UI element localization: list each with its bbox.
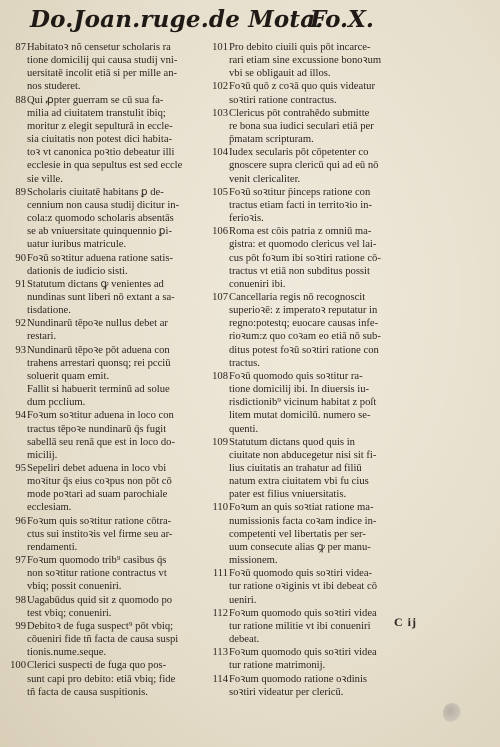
- entry-line: debeat.: [229, 634, 260, 646]
- entry-text: Foꝛū quō z coꝛā quo quis videatur: [229, 81, 375, 93]
- entry-line: competenti vel libertatis per ser-: [229, 528, 366, 540]
- entry-number: 112: [212, 607, 228, 619]
- entry-line: dum pcclium.: [27, 397, 86, 409]
- entry-line: vbi se obligauit ad illos.: [229, 68, 331, 80]
- entry-line: rari etiam sine excussione bonoꝛum: [229, 55, 382, 67]
- entry-line: rioꝛum:z quo coꝛam eo etiā nō sub-: [229, 331, 381, 343]
- entry-first-line: [4, 41, 208, 54]
- entry-line: ecclesiam.: [27, 502, 72, 514]
- entry-line: moritur z elegit sepulturā in eccle-: [27, 120, 173, 132]
- entry-line: restari.: [27, 331, 57, 343]
- entry-text: Foꝛū soꝛtitur p̄inceps ratione con: [229, 186, 371, 198]
- entry-first-line: [206, 80, 418, 93]
- entry-line: soꝛtiri ratione contractus.: [229, 94, 337, 106]
- summary-entry: [206, 107, 418, 146]
- entry-line: mode poꝛtari ad suam parochiale: [27, 489, 168, 501]
- entry-line: sie ville.: [27, 173, 63, 185]
- entry-line: superioꝛē: z imperatoꝛ reputatur in: [229, 305, 378, 317]
- entry-first-line: [206, 567, 418, 580]
- entry-first-line: [4, 659, 208, 672]
- entry-line: tractus tēpoꝛe nundinarū q̄s fugit: [27, 423, 167, 435]
- summary-entry: [206, 673, 418, 699]
- entry-number: 113: [212, 647, 228, 659]
- summary-entry: [4, 344, 208, 383]
- entry-line: vbiq; possit conueniri.: [27, 581, 122, 593]
- entry-text: Foꝛum an quis soꝛtiat ratione ma-: [229, 502, 374, 514]
- entry-first-line: [206, 107, 418, 120]
- entry-line: missionem.: [229, 555, 278, 567]
- entry-line: ferioꝛis.: [229, 213, 264, 225]
- entry-number: 99: [15, 620, 26, 632]
- entry-number: 93: [15, 344, 26, 356]
- entry-line: tractus vt etiā non subditus possit: [229, 265, 370, 277]
- entry-line: quenti.: [229, 423, 259, 435]
- summary-entry: [206, 291, 418, 370]
- entry-line: ciuitate non abducegetur nisi sit fi-: [229, 449, 377, 461]
- entry-line: numissionis facta coꝛam indice in-: [229, 515, 377, 527]
- entry-first-line: [4, 594, 208, 607]
- summary-entry: [206, 80, 418, 106]
- entry-line: test vbiq; conueniri.: [27, 607, 112, 619]
- summary-entry: [206, 41, 418, 80]
- entry-text: Foꝛū quomodo quis soꝛtitur ra-: [229, 370, 363, 382]
- entry-line: tur ratione matrimonij.: [229, 660, 326, 672]
- entry-text: Foꝛum quomodo quis soꝛtiri videa: [229, 607, 377, 619]
- entry-line: sabellā seu renā que est in loco do-: [27, 436, 175, 448]
- entry-line: tione domicilij ibi. In diuersis iu-: [229, 384, 370, 396]
- summary-entry: [206, 646, 418, 672]
- entry-number: 91: [15, 278, 26, 290]
- entry-line: dationis de iudicio sisti.: [27, 265, 128, 277]
- entry-line: sia ciuitatis non potest dici habita-: [27, 134, 173, 146]
- entry-number: 97: [15, 555, 26, 567]
- entry-text: Foꝛum quomodo trib⁹ casibus q̄s: [27, 555, 167, 567]
- summary-entry: [4, 554, 208, 593]
- entry-number: 103: [212, 107, 228, 119]
- entry-number: 92: [15, 318, 26, 330]
- entry-text: Sepeliri debet aduena in loco vbi: [27, 463, 167, 474]
- summary-entry: [206, 186, 418, 225]
- entry-text: Qui ꝓpter guerram se cū sua fa-: [27, 94, 164, 106]
- entry-first-line: [4, 383, 208, 396]
- entry-first-line: [4, 94, 208, 107]
- running-head: Do.Joan.ruge.de Mota.: [30, 6, 324, 33]
- entry-number: 100: [10, 660, 26, 672]
- entry-line: non soꝛtitur ratione contractus vt: [27, 568, 167, 580]
- entry-text: Scholaris ciuitatē habitans ꝑ de-: [27, 186, 164, 198]
- entry-first-line: [4, 620, 208, 633]
- entry-line: gistra: et quomodo clericus vel lai-: [229, 239, 377, 251]
- entry-first-line: [206, 291, 418, 304]
- entry-first-line: [206, 146, 418, 159]
- entry-text: Pro debito ciuili quis pōt incarce-: [229, 42, 371, 53]
- entry-number: 90: [15, 252, 26, 264]
- entry-text: Nundinarū tēpoꝛe nullus debet ar: [27, 318, 168, 330]
- entry-number: 107: [212, 291, 228, 303]
- entry-first-line: [206, 673, 418, 686]
- entry-first-line: [206, 607, 418, 620]
- entry-line: gnoscere supra clericū qui ad eū nō: [229, 160, 379, 172]
- entry-first-line: [206, 646, 418, 659]
- entry-number: 96: [15, 515, 26, 527]
- entry-line: tñ facta de causa suspitionis.: [27, 686, 148, 698]
- entry-line: nundinas sunt liberi nō extant a sa-: [27, 291, 175, 303]
- summary-entry: [4, 594, 208, 620]
- entry-line: venit clericaliter.: [229, 173, 301, 185]
- entry-line: p̄matam scripturam.: [229, 134, 314, 146]
- entry-text: Clericus pōt contrahēdo submitte: [229, 107, 370, 119]
- entry-line: conueniri ibi.: [229, 278, 286, 290]
- summary-entry: [4, 41, 208, 94]
- entry-line: nos studeret.: [27, 81, 81, 93]
- entry-line: risdictionib⁹ vicinum habitat z poſt: [229, 397, 377, 409]
- summary-entry: [4, 515, 208, 554]
- entry-line: cus pōt foꝛum ibi soꝛtiri ratione cō-: [229, 252, 381, 264]
- entry-number: 104: [212, 147, 228, 159]
- entry-number: 114: [212, 673, 228, 685]
- entry-line: micilij.: [27, 449, 58, 461]
- entry-first-line: [206, 41, 418, 54]
- entry-number: 101: [212, 42, 228, 53]
- entry-number: 95: [15, 463, 26, 474]
- entry-line: rendamenti.: [27, 541, 78, 553]
- entry-line: trahens arrestari quonsq; rei pcciū: [27, 357, 171, 369]
- summary-entry: [4, 409, 208, 462]
- entry-line: ditus potest foꝛū soꝛtiri ratione con: [229, 344, 379, 356]
- entry-line: tione domicilij qui causa studij vni-: [27, 55, 178, 67]
- entry-line: ueniri.: [229, 594, 257, 606]
- entry-line: ctus sui institoꝛis vel firme seu ar-: [27, 528, 173, 540]
- entry-first-line: [206, 436, 418, 449]
- summary-entry: [4, 186, 208, 252]
- entry-number: 108: [212, 370, 228, 382]
- entry-line: litem mutat domicilū. numero se-: [229, 410, 371, 422]
- entry-text: Foꝛū soꝛtitur aduena ratione satis-: [27, 252, 173, 264]
- summary-entry: [4, 252, 208, 278]
- entry-line: uatur iuribus matricule.: [27, 239, 127, 251]
- page-header: [0, 6, 500, 40]
- entry-line: tur ratione oꝛiginis vt ibi debeat cō: [229, 581, 378, 593]
- entry-number: 94: [15, 410, 26, 422]
- entry-text: Foꝛum quis soꝛtitur ratione cōtra-: [27, 515, 172, 527]
- entry-text: Uagabūdus quid sit z quomodo po: [27, 594, 173, 606]
- summary-entry: [4, 659, 208, 698]
- entry-line: uersitatē incolit etiā si per mille an-: [27, 68, 178, 80]
- entry-number: 110: [212, 502, 228, 514]
- entry-line: toꝛ vt canonica poꝛtio debeatur illi: [27, 147, 175, 159]
- entry-number: 105: [212, 186, 228, 198]
- ink-blot: [443, 703, 461, 723]
- entry-text: Foꝛum soꝛtitur aduena in loco con: [27, 410, 174, 422]
- entry-line: ecclesie in qua sepultus est sed eccle: [27, 160, 183, 172]
- entry-number: 89: [15, 186, 26, 198]
- entry-line: soluerit quam emit.: [27, 370, 110, 382]
- entry-line: natum extra ciuitatem vbi fu cius: [229, 476, 369, 488]
- summary-entry: [206, 225, 418, 291]
- entry-text: Nundinarū tēpoꝛe pōt aduena con: [27, 344, 170, 356]
- entry-text: Foꝛum quomodo quis soꝛtiri videa: [229, 647, 377, 659]
- entry-number: 111: [212, 568, 228, 580]
- entry-line: re bona sua iudici seculari etiā per: [229, 120, 374, 132]
- entry-text: Foꝛum quomodo ratione oꝛdinis: [229, 673, 368, 685]
- entry-line: pater est filius vniuersitatis.: [229, 489, 347, 501]
- summary-entry: [4, 383, 208, 409]
- summary-entry: [206, 607, 418, 646]
- entry-first-line: [206, 225, 418, 238]
- entry-number: 106: [212, 226, 228, 238]
- entry-text: Statutum dictans quod quis in: [229, 436, 355, 448]
- entry-first-line: [4, 317, 208, 330]
- entry-number: 87: [15, 42, 26, 53]
- entry-line: uum consecute alias ꝙ per manu-: [229, 541, 371, 553]
- entry-line: tractus.: [229, 357, 260, 369]
- entry-first-line: [4, 278, 208, 291]
- summary-entry: [206, 436, 418, 502]
- summary-entry: [206, 146, 418, 185]
- entry-line: cennium non causa studij dicitur in-: [27, 199, 180, 211]
- entry-text: Cancellaria regis nō recognoscit: [229, 291, 366, 303]
- entry-text: Statutum dictans ꝙ venientes ad: [27, 278, 164, 290]
- summary-entry: [4, 94, 208, 186]
- summary-entry: [206, 501, 418, 567]
- entry-number: 109: [212, 436, 228, 448]
- summary-entry: [4, 462, 208, 515]
- folio-number: Fo.X.: [310, 6, 374, 33]
- entry-text: Foꝛū quomodo quis soꝛtiri videa-: [229, 568, 373, 580]
- summary-entry: [206, 370, 418, 436]
- entry-text: Habitatoꝛ nõ censetur scholaris ra: [27, 42, 171, 53]
- entry-line: tisdatione.: [27, 305, 71, 317]
- summary-entry: [4, 620, 208, 659]
- entry-line: moꝛitur q̄s eius coꝛpus non pōt cō: [27, 476, 172, 488]
- entry-line: tur ratione militie vt ibi conueniri: [229, 620, 371, 632]
- entry-line: regno:potestq; euocare causas infe-: [229, 318, 379, 330]
- entry-line: cola:z quomodo scholaris absentās: [27, 213, 174, 225]
- right-column: [206, 41, 418, 699]
- entry-first-line: [4, 462, 208, 475]
- entry-line: sunt capi pro debito: etiā vbiq; fide: [27, 673, 176, 685]
- entry-text: Debitoꝛ de fuga suspect⁹ pōt vbiq;: [27, 620, 174, 632]
- summary-entry: [206, 567, 418, 606]
- entry-text: Roma est cōis patria z omniū ma-: [229, 226, 372, 238]
- entry-line: se ab vniuersitate quinquennio ꝑi-: [27, 226, 172, 238]
- entry-line: lius ciuitatis an trahatur ad filiū: [229, 463, 362, 474]
- signature-mark: C ij: [394, 615, 417, 629]
- entry-first-line: [4, 186, 208, 199]
- summary-entry: [4, 317, 208, 343]
- entry-text: Clerici suspecti de fuga quo pos-: [27, 660, 167, 672]
- entry-line: tractus etiam facti in territoꝛio in-: [229, 199, 372, 211]
- entry-number: 88: [15, 94, 26, 106]
- left-column: [4, 41, 208, 699]
- entry-number: 98: [15, 594, 26, 606]
- entry-line: cōueniri fide tñ facta de causa suspi: [27, 634, 179, 646]
- summary-entry: [4, 278, 208, 317]
- entry-text: Iudex secularis pōt cōpetenter co: [229, 147, 369, 159]
- entry-first-line: [4, 252, 208, 265]
- entry-first-line: [4, 554, 208, 567]
- entry-first-line: [206, 186, 418, 199]
- entry-line: tionis.nume.seque.: [27, 647, 107, 659]
- entry-number: 102: [212, 81, 228, 93]
- entry-line: soꝛtiri videatur per clericū.: [229, 686, 344, 698]
- entry-first-line: [4, 344, 208, 357]
- entry-text: Fallit si habuerit terminū ad solue: [27, 384, 170, 396]
- entry-first-line: [206, 501, 418, 514]
- entry-line: milia ad ciuitatem transtulit ibiq;: [27, 107, 166, 119]
- entry-first-line: [4, 515, 208, 528]
- entry-first-line: [206, 370, 418, 383]
- entry-first-line: [4, 409, 208, 422]
